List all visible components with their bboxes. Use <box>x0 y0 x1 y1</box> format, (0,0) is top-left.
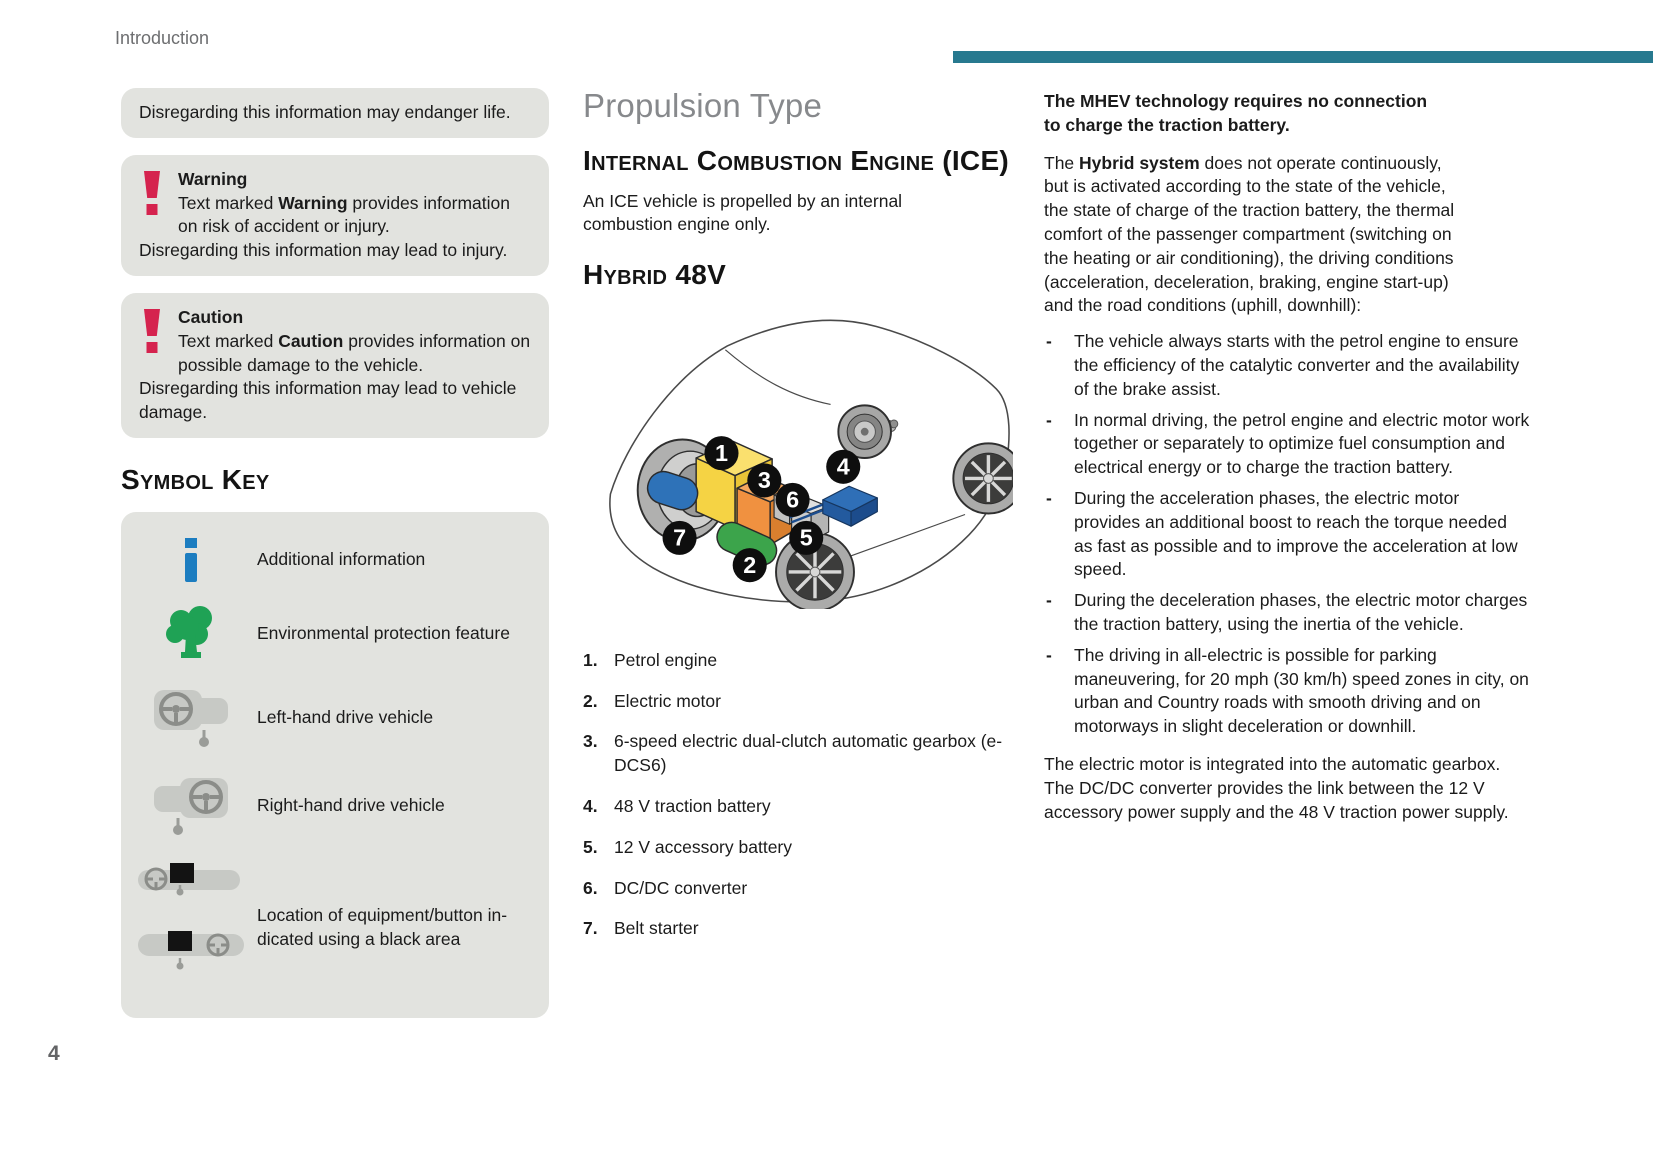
ice-text: An ICE vehicle is propelled by an internal combustion engine only. <box>583 190 903 235</box>
ice-heading: Internal Combustion Engine (ICE) <box>583 144 1010 176</box>
symbol-label: Environmental protection feature <box>257 622 510 643</box>
legend-item: 3. 6-speed electric dual-clutch automatic gearbox (e-DCS6) <box>583 731 1003 776</box>
svg-text:5: 5 <box>799 524 813 551</box>
list-item: - In normal driving, the petrol engine and electric motor work together or separately to optimize fuel consumption and electrical energy or to charge the traction battery. <box>1044 409 1530 480</box>
callout-7 <box>663 521 697 555</box>
hybrid-behavior-list <box>1044 330 1530 739</box>
symbol-row-black-area <box>137 862 533 994</box>
info-icon <box>137 538 245 582</box>
warning-exclamation-icon <box>141 171 163 217</box>
list-item: - During the acceleration phases, the electric motor provides an additional boost to reach the torque needed as fast as possible and to improve the acceleration at low speed. <box>1044 487 1530 582</box>
caution-box <box>121 293 549 438</box>
warning-box <box>121 155 549 276</box>
symbol-label: Left-hand drive vehicle <box>257 706 434 727</box>
caution-title: Caution <box>178 306 244 327</box>
legend-item: 2. Electric motor <box>583 690 721 711</box>
callout-3 <box>747 463 781 497</box>
rear-right-wheel <box>953 443 1013 513</box>
svg-text:6: 6 <box>786 486 800 513</box>
mhev-lead-text: The MHEV technology requires no connection to charge the traction battery. <box>1044 91 1428 135</box>
black-area-location-icon <box>137 862 245 994</box>
legend-item: 5. 12 V accessory battery <box>583 836 792 857</box>
symbol-row-lhd <box>137 686 533 750</box>
hybrid-heading: Hybrid 48V <box>583 259 727 291</box>
right-column <box>1044 90 1530 824</box>
symbol-key-heading: Symbol Key <box>121 463 270 495</box>
symbol-label: Location of equipment/button indicated using a black area <box>257 904 508 949</box>
symbol-key-box <box>121 512 549 1018</box>
warning-line2: Disregarding this information may lead to injury. <box>139 240 508 261</box>
symbol-row-rhd <box>137 774 533 838</box>
symbol-row-additional-info <box>137 538 533 582</box>
legend-item: 1. Petrol engine <box>583 649 718 670</box>
callout-4 <box>826 449 860 483</box>
middle-column <box>583 84 1017 958</box>
list-item: - The vehicle always starts with the petrol engine to ensure the efficiency of the catalytic converter and the availability of the brake assist. <box>1044 330 1530 401</box>
symbol-label: Right-hand drive vehicle <box>257 794 445 815</box>
callout-6 <box>776 483 810 517</box>
page-number: 4 <box>48 1042 60 1065</box>
callout-1 <box>704 436 738 470</box>
symbol-row-environment <box>137 606 533 662</box>
svg-text:2: 2 <box>743 551 757 578</box>
left-hand-drive-icon <box>137 686 245 750</box>
callout-5 <box>789 521 823 555</box>
hybrid-intro-text: The Hybrid system does not operate continuously, but is activated according to the state of the vehicle, the state of charge of the traction battery, the thermal comfort of the passenger compartment (switching on the heating or air conditioning), the driving conditions (acceleration, deceleration, braking, engine start-up) and the road conditions (uphill, downhill): <box>1044 152 1455 316</box>
svg-text:3: 3 <box>757 466 771 493</box>
accent-bar <box>953 51 1653 63</box>
section-header: Introduction <box>115 28 210 48</box>
caution-line2: Disregarding this information may lead to vehicle damage. <box>139 378 517 423</box>
list-item: - During the deceleration phases, the electric motor charges the traction battery, using the inertia of the vehicle. <box>1044 589 1530 637</box>
warning-title: Warning <box>178 168 248 189</box>
page-title: Propulsion Type <box>583 87 823 124</box>
svg-text:7: 7 <box>673 524 687 551</box>
list-item: - The driving in all-electric is possible for parking maneuvering, for 20 mph (30 km/h) speed zones in city, on urban and Country roads with smooth driving and on motorways in slight deceleration or downhill. <box>1044 644 1530 739</box>
right-hand-drive-icon <box>137 774 245 838</box>
danger-note-text: Disregarding this information may endanger life. <box>139 102 511 122</box>
tree-icon <box>137 606 245 662</box>
legend-item: 6. DC/DC converter <box>583 877 748 898</box>
svg-text:4: 4 <box>836 453 850 480</box>
danger-note-box <box>121 88 549 138</box>
symbol-label: Additional information <box>257 548 426 569</box>
left-column <box>121 88 549 1018</box>
motor-integration-text: The electric motor is integrated into the automatic gearbox. <box>1044 753 1501 774</box>
legend-item: 7. Belt starter <box>583 918 699 939</box>
svg-text:1: 1 <box>714 439 728 466</box>
caution-line1: Text marked Caution provides information on possible damage to the vehicle. <box>178 330 531 375</box>
warning-line1: Text marked Warning provides information on risk of accident or injury. <box>178 192 510 237</box>
hybrid-48v-diagram <box>579 307 1013 609</box>
dcdc-link-text: The DC/DC converter provides the link between the 12 V accessory power supply and the 48 V traction power supply. <box>1044 777 1509 822</box>
legend-item: 4. 48 V traction battery <box>583 795 771 816</box>
diagram-legend <box>583 649 1017 941</box>
callout-2 <box>733 548 767 582</box>
caution-exclamation-icon <box>141 309 163 355</box>
